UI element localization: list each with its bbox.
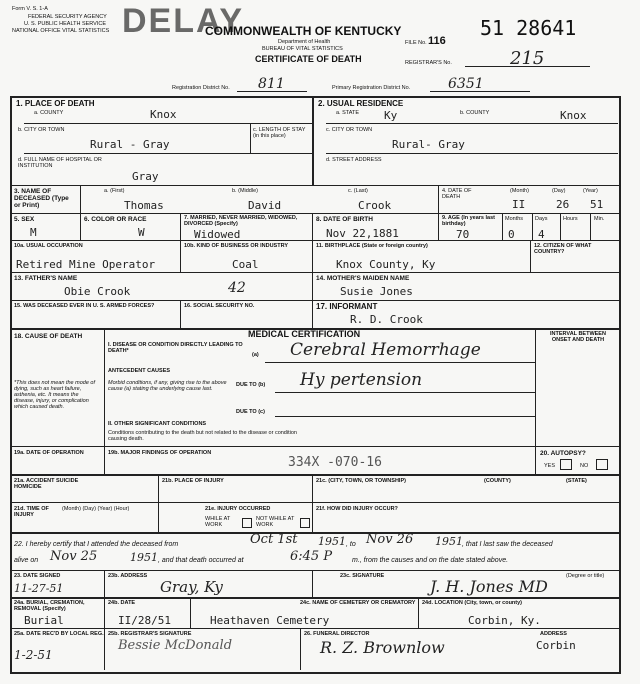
degree-label: (Degree or title) [566,573,605,579]
birth-date: Nov 22,1881 [326,227,399,240]
residence-label: 2. USUAL RESIDENCE [318,99,404,108]
pod-stay-label: c. LENGTH OF STAY (in this place) [253,127,306,139]
while-at-work-box[interactable] [242,518,252,528]
date-of-death-label: 4. DATE OF DEATH [442,188,472,200]
how-injury-label: 21f. HOW DID INJURY OCCUR? [316,506,398,512]
while-at-work-label: WHILE AT WORK [205,516,231,528]
funeral-director-signature: R. Z. Brownlow [320,638,445,657]
res-city: Rural- Gray [392,138,465,151]
middle-name-label: b. (Middle) [232,188,258,194]
middle-name: David [248,199,282,212]
place-of-injury-label: 21b. PLACE OF INJURY [162,478,224,484]
pod-institution: Gray [132,170,159,183]
primary-district: 6351 [448,76,484,92]
sex: M [30,226,37,239]
due-to-c-label: DUE TO (c) [236,409,265,415]
color: W [138,226,145,239]
autopsy-no-label: NO [580,463,589,469]
citizen-label: 12. CITIZEN OF WHAT COUNTRY? [534,243,592,255]
res-street-label: d. STREET ADDRESS [326,157,382,163]
injury-time-label: 21d. TIME OF INJURY [14,506,49,518]
industry: Coal [232,258,259,271]
location-label: 24d. LOCATION (City, town, or county) [422,600,523,606]
sex-label: 5. SEX [14,216,35,223]
date-signed: 11-27-51 [14,582,64,595]
registrar-signature-label: 25b. REGISTRAR'S SIGNATURE [108,631,192,637]
certify-text-d: m., from the causes and on the date stated above. [352,557,509,564]
department-line: Department of Health [278,39,331,45]
res-state: Ky [384,109,398,122]
burial-date-label: 24b. DATE [108,600,136,606]
immediate-cause: Cerebral Hemorrhage [290,340,481,360]
father-name: Obie Crook [64,285,131,298]
father-overwrite-mark: 42 [228,280,246,296]
date-received-label: 25a. DATE REC'D BY LOCAL REG. [14,631,104,637]
marital-label: 7. MARRIED, NEVER MARRIED, WIDOWED, DIVORCED (Specify) [184,215,298,227]
morbid-label: Morbid conditions, if any, giving rise to the above cause (a) stating the underlying cause last. [108,380,227,392]
attended-to: Nov 26 [366,532,414,547]
agency-line-2: U. S. PUBLIC HEALTH SERVICE [24,21,107,27]
not-at-work-box[interactable] [300,518,310,528]
autopsy-yes-label: YES [544,463,556,469]
pod-county: Knox [150,108,177,121]
autopsy-yes-box[interactable] [560,459,572,470]
alive-on-label: alive on [14,557,39,564]
cause-note: *This does not mean the mode of dying, such as heart failure, asthenia, etc. It means the disease, injury, or complication which caused death. [14,380,96,410]
autopsy-label: 20. AUTOPSY? [540,450,586,457]
injury-state-label: (STATE) [566,478,587,484]
funeral-address-label: ADDRESS [540,631,567,637]
other-conditions-sub: Conditions contributing to the death but not related to the disease or condition causing death. [108,430,297,442]
findings-label: 19b. MAJOR FINDINGS OF OPERATION [108,450,212,456]
certify-text-b: , that I last saw the deceased [462,541,553,548]
last-name-label: c. (Last) [348,188,368,194]
first-name-label: a. (First) [104,188,125,194]
father-label: 13. FATHER'S NAME [14,275,78,282]
age-label: 9. AGE (In years last birthday) [442,215,495,227]
interval-label: INTERVAL BETWEEN ONSET AND DEATH [550,331,606,343]
pod-institution-label: d. FULL NAME OF HOSPITAL OR INSTITUTION [18,157,102,169]
color-label: 6. COLOR OR RACE [84,216,147,223]
commonwealth-title: COMMONWEALTH OF KENTUCKY [205,24,402,38]
to-word: , to [346,541,356,548]
armed-forces-label: 15. WAS DECEASED EVER IN U. S. ARMED FORCES? [14,303,155,309]
signature-label: 23c. SIGNATURE [340,573,385,579]
birthplace-label: 11. BIRTHPLACE (State or foreign country) [316,243,428,249]
injury-occurred-label: 21e. INJURY OCCURRED [205,506,271,512]
primary-district-label: Primary Registration District No. [332,85,411,91]
registration-district-label: Registration District No. [172,85,230,91]
physician-signature: J. H. Jones MD [430,577,548,596]
certify-text-c: , and that death occurred at [158,557,244,564]
certify-text-a: 22. I hereby certify that I attended the deceased from [14,541,179,548]
certificate-title: CERTIFICATE OF DEATH [255,54,362,64]
informant-label: 17. INFORMANT [316,302,378,311]
registrar-no-label: REGISTRAR'S No. [405,60,452,66]
cemetery-label: 24c. NAME OF CEMETERY OR CREMATORY [300,600,416,606]
burial-location: Corbin, Ky. [468,614,541,627]
death-time: 6:45 P [290,549,333,564]
death-certificate: Form V. S. 1-A FEDERAL SECURITY AGENCY U. S. PUBLIC HEALTH SERVICE NATIONAL OFFICE VITAL STATISTICS DELAY COMMONWEALTH OF KENTUCKY Department of Health BUREAU OF VITAL STATISTICS CERTIFICATE OF DEATH FILE No. 116 51 28641 REGISTRAR'S No. 215 Registration District No. 811 Primary Registration District No. 6351 1. PLACE OF DEATH a. COUNTY Knox b. CITY OR TOWN Rural - Gray c. LENGTH OF STAY (in this place) d. FULL NAME OF HOSPITAL OR INSTITUTION Gray 2. USUAL RESIDENCE a. STATE Ky b. COUNTY Knox c. CITY OR TOWN Rural- Gray d. STREET ADDRESS 3. NAME OF DECEASED (Type or Print) a. (First) Thomas b. (Middle) David c. (Last) Crook 4. DATE OF DEATH (Month) (Day) (Year) II 26 51 5. SEX M 6. COLOR OR RACE W 7. MARRIED, NEVER MARRIED, WIDOWED, DIVORCED (Specify) Widowed 8. DATE OF BIRTH Nov 22,1881 9. AGE (In years last birthday) 70 Months 0 Days 4 Hours Min. 10a. USUAL OCCUPATION Retired Mine Operator 10b. KIND OF BUSINESS OR INDUSTRY Coal 11. BIRTHPLACE (State or foreign country) Knox County, Ky 12. CITIZEN OF WHAT COUNTRY? 13. FATHER'S NAME Obie Crook 42 14. MOTHER'S MAIDEN NAME Susie Jones 15. WAS DECEASED EVER IN U. S. ARMED FORCES? 16. SOCIAL SECURITY NO. 17. INFORMANT R. D. Crook MEDICAL CERTIFICATION 18. CAUSE OF DEATH INTERVAL BETWEEN ONSET AND DEATH I. DISEASE OR CONDITION DIRECTLY LEADING TO DEATH* (a) Cerebral Hemorrhage ANTECEDENT CAUSES Morbid conditions, if any, giving rise to the above cause (a) stating the underlying cause last. DUE TO (b) Hy pertension DUE TO (c) *This does not mean the mode of dying, such as heart failure, asthenia, etc. It means the disease, injury, or complication which caused death. II. OTHER SIGNIFICANT CONDITIONS Conditions contributing to the death but not related to the disease or condition causing death. 19a. DATE OF OPERATION 19b. MAJOR FINDINGS OF OPERATION 334X -070-16 20. AUTOPSY? YES NO 21a. ACCIDENT SUICIDE HOMICIDE 21b. PLACE OF INJURY 21c. (CITY, TOWN, OR TOWNSHIP) (COUNTY) (STATE) 21d. TIME OF INJURY (Month) (Day) (Year) (Hour) 21e. INJURY OCCURRED WHILE AT WORK NOT WHILE AT WORK 21f. HOW DID INJURY OCCUR? 22. I hereby certify that I attended the deceased from Oct 1st 1951 , to Nov 26 1951 , that I last saw the deceased alive on Nov 25 1951 , and that death occurred at 6:45 P m., from the causes and on the date stated above. 23. DATE SIGNED 11-27-51 23b. ADDRESS Gray, Ky 23c. SIGNATURE J. H. Jones MD (Degree or title) 24a. BURIAL, CREMATION, REMOVAL (Specify) Burial 24b. DATE II/28/51 24c. NAME OF CEMETERY OR CREMATORY Heathaven Cemetery 24d. LOCATION (City, town, or county) Corbin, Ky. 25a. DATE REC'D BY LOCAL REG. 1-2-51 25b. REGISTRAR'S SIGNATURE Bessie McDonald 26. FUNERAL DIRECTOR R. Z. Brownlow ADDRESS Corbin [0,0,640,684]
occupation-label: 10a. USUAL OCCUPATION [14,243,83,249]
birth-label: 8. DATE OF BIRTH [316,216,373,223]
birthplace: Knox County, Ky [336,258,436,271]
date-signed-label: 23. DATE SIGNED [14,573,61,579]
attended-year-2: 1951 [435,535,463,548]
operation-date-label: 19a. DATE OF OPERATION [14,450,84,456]
age-days: 4 [538,228,545,241]
age-months: 0 [508,228,515,241]
funeral-address: Corbin [536,639,576,652]
file-no-prefix: 116 [428,35,446,47]
signer-address: Gray, Ky [160,578,223,596]
pod-city-label: b. CITY OR TOWN [18,127,65,133]
funeral-director-label: 26. FUNERAL DIRECTOR [304,631,370,637]
injury-county-label: (COUNTY) [484,478,511,484]
registrar-signature: Bessie McDonald [118,638,233,653]
due-to-b-label: DUE TO (b) [236,382,266,388]
medical-cert-label: MEDICAL CERTIFICATION [248,329,361,339]
age-hours-label: Hours [563,216,578,222]
immediate-cause-label: I. DISEASE OR CONDITION DIRECTLY LEADING TO DEATH* [108,342,243,354]
pod-county-label: a. COUNTY [34,110,64,116]
year-label: (Year) [583,188,598,194]
age-months-label: Months [505,216,524,222]
autopsy-no-box[interactable] [596,459,608,470]
marital: Widowed [194,228,241,241]
coding-stamp: 334X -070-16 [288,455,382,470]
delay-stamp: DELAY [122,2,245,40]
informant: R. D. Crook [350,313,423,326]
other-conditions-label: II. OTHER SIGNIFICANT CONDITIONS [108,421,207,427]
month-label: (Month) [510,188,529,194]
not-at-work-label: NOT WHILE AT WORK [256,516,295,528]
accident-label: 21a. ACCIDENT SUICIDE HOMICIDE [14,478,79,490]
res-city-label: c. CITY OR TOWN [326,127,373,133]
res-county: Knox [560,109,587,122]
file-no-label: FILE No. [405,40,427,46]
ssn-label: 16. SOCIAL SECURITY NO. [184,303,255,309]
name-label: 3. NAME OF DECEASED (Type or Print) [14,188,69,209]
mother-name: Susie Jones [340,285,413,298]
last-name: Crook [358,199,392,212]
attended-year-1: 1951 [318,535,346,548]
res-state-label: a. STATE [336,110,360,116]
cause-of-death-label: 18. CAUSE OF DEATH [14,333,83,340]
res-county-label: b. COUNTY [460,110,490,116]
registrar-no: 215 [510,48,545,69]
file-no-stamp: 51 28641 [480,16,577,40]
alive-date: Nov 25 [50,549,98,564]
industry-label: 10b. KIND OF BUSINESS OR INDUSTRY [184,243,289,249]
death-month: II [512,198,526,211]
registration-district: 811 [258,76,285,92]
burial-label: 24a. BURIAL, CREMATION, REMOVAL (Specify) [14,600,85,612]
address-label: 23b. ADDRESS [108,573,148,579]
age-years: 70 [456,228,470,241]
attended-from: Oct 1st [250,532,298,547]
due-to-b: Hy pertension [300,370,423,390]
cemetery-name: Heathaven Cemetery [210,614,330,627]
death-day: 26 [556,198,570,211]
first-name: Thomas [124,199,164,212]
antecedent-label: ANTECEDENT CAUSES [108,368,171,374]
burial-date: II/28/51 [118,614,171,627]
alive-year: 1951 [130,551,158,564]
age-days-label: Days [535,216,548,222]
injury-time-sub: (Month) (Day) (Year) (Hour) [62,506,130,512]
pod-city: Rural - Gray [90,138,170,151]
burial-method: Burial [24,614,64,627]
place-of-death-label: 1. PLACE OF DEATH [16,99,95,108]
date-received: 1-2-51 [14,648,53,662]
mother-label: 14. MOTHER'S MAIDEN NAME [316,275,410,282]
day-label: (Day) [552,188,566,194]
agency-line-3: NATIONAL OFFICE VITAL STATISTICS [12,28,110,34]
injury-city-label: 21c. (CITY, TOWN, OR TOWNSHIP) [316,478,406,484]
death-year: 51 [590,198,604,211]
bureau-line: BUREAU OF VITAL STATISTICS [262,46,343,52]
occupation: Retired Mine Operator [16,258,156,271]
age-min-label: Min. [594,216,605,222]
agency-line-1: FEDERAL SECURITY AGENCY [28,14,107,20]
form-number: Form V. S. 1-A [12,6,48,12]
